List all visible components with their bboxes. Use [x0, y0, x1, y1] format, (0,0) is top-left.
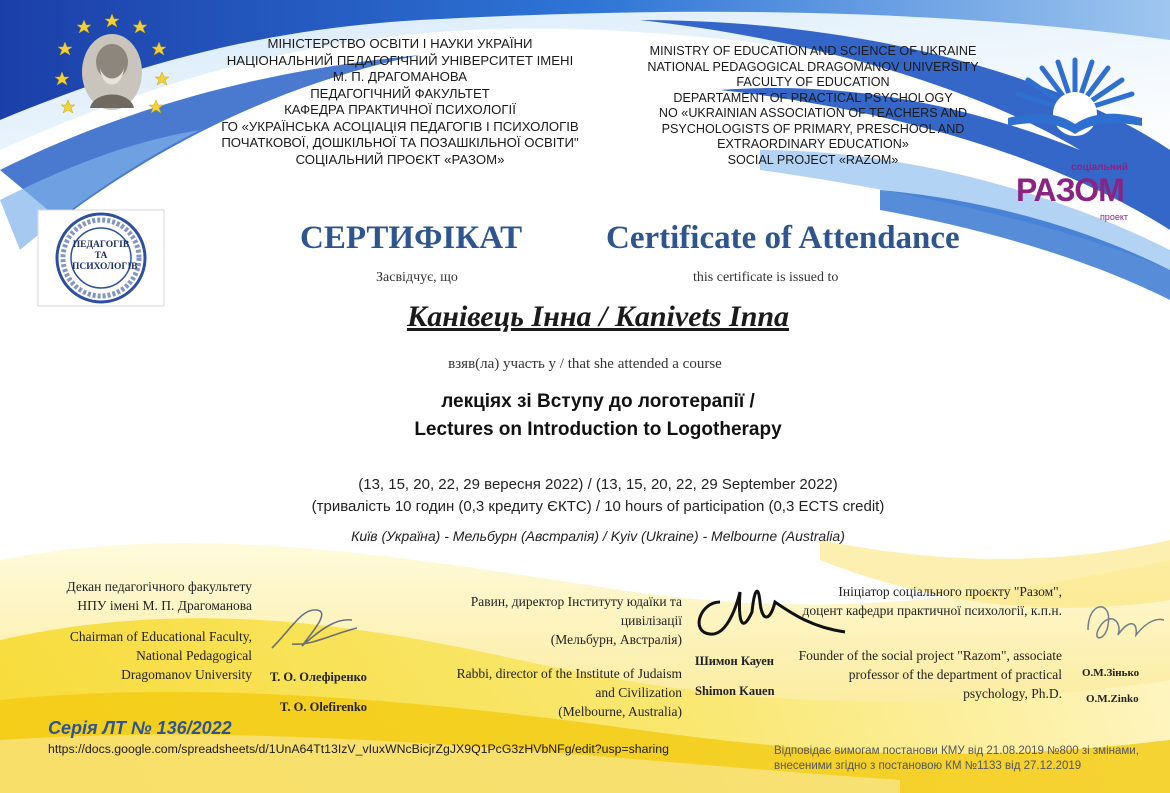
founder-name-ua: О.М.Зінько [1082, 667, 1140, 679]
compliance-line: Відповідає вимогам постанови КМУ від 21.08.2019 №800 зі змінами, [774, 745, 1139, 757]
razom-top-label: соціальний [1071, 162, 1128, 173]
razom-bottom-label: проект [1099, 212, 1128, 222]
course-ukrainian: лекціях зі Вступу до логотерапії / [441, 391, 755, 412]
founder-titles-en [790, 646, 1062, 703]
header-ua-line: ПЕДАГОГІЧНИЙ ФАКУЛЬТЕТ [310, 85, 490, 101]
title-ukrainian: СЕРТИФІКАТ [300, 220, 523, 256]
stamp-line: ТА [94, 251, 108, 261]
compliance-line: внесеними згідно з постановою КМ №1133 від 27.12.2019 [774, 760, 1082, 772]
header-ua-line: ГО «УКРАЇНСЬКА АСОЦІАЦІЯ ПЕДАГОГІВ І ПСИХОЛОГІВ [221, 118, 579, 134]
dean-title-ua: Декан педагогічного факультету [66, 579, 252, 594]
razom-logo [1012, 160, 1142, 230]
issued-english: this certificate is issued to [693, 270, 839, 285]
razom-word: РАЗОМ [1016, 172, 1124, 208]
dean-name-ua: Т. О. Олефіренко [270, 670, 367, 684]
attended-text: взяв(ла) участь у / that she attended a course [448, 356, 722, 372]
header-english [628, 44, 998, 168]
course-dates: (13, 15, 20, 22, 29 вересня 2022) / (13, 15, 20, 22, 29 September 2022) [358, 476, 838, 493]
header-en-line: MINISTRY OF EDUCATION AND SCIENCE OF UKRAINE [649, 44, 977, 58]
recipient-name: Канівець Інна / Kanivets Inna [406, 300, 790, 333]
compliance-note [774, 744, 1154, 774]
header-ua-line: ПОЧАТКОВОЇ, ДОШКІЛЬНОЇ ТА ПОЗАШКІЛЬНОЇ ОСВІТИ" [221, 135, 579, 150]
header-en-line: NATIONAL PEDAGOGICAL DRAGOMANOV UNIVERSITY [647, 59, 979, 74]
header-en-line: FACULTY OF EDUCATION [736, 75, 890, 89]
rabbi-title-en: Rabbi, director of the Institute of Judaism [456, 666, 682, 681]
founder-title-ua: доцент кафедри практичної психології, к.п.н. [802, 603, 1062, 618]
header-en-line: PSYCHOLOGISTS OF PRIMARY, PRESCHOOL AND [661, 121, 965, 136]
founder-title-en: professor of the department of practical [848, 667, 1062, 682]
dean-title-en: Chairman of Educational Faculty, [69, 629, 252, 644]
sun-book-icon [1000, 52, 1150, 142]
dean-titles [20, 577, 252, 684]
founder-title-ua: Ініціатор соціального проєкту "Разом", [838, 584, 1062, 599]
portrait-emblem-icon [52, 10, 172, 135]
founder-titles-ua [790, 582, 1062, 620]
rabbi-titles-en [420, 664, 682, 721]
course-duration: (тривалість 10 годин (0,3 кредиту ЄКТС) / 10 hours of participation (0,3 ECTS credit) [311, 498, 885, 515]
sun-book-logo [1000, 52, 1150, 142]
title-english: Certificate of Attendance [606, 220, 960, 256]
rabbi-titles-ua [420, 592, 682, 649]
header-ua-line: КАФЕДРА ПРАКТИЧНОЇ ПСИХОЛОГІЇ [284, 102, 516, 117]
founder-title-en: Founder of the social project "Razom", associate [798, 648, 1062, 663]
stamp-line: ПСИХОЛОГІВ [72, 262, 138, 272]
university-emblem [52, 10, 172, 135]
dean-title-ua: НПУ імені М. П. Драгоманова [77, 598, 252, 613]
rabbi-title-ua: (Мельбурн, Австралія) [550, 632, 682, 647]
header-en-line: NO «UKRAINIAN ASSOCIATION OF TEACHERS AND [658, 106, 968, 120]
stamp-center-text [72, 240, 138, 273]
certificate-series: Серія ЛТ № 136/2022 [48, 718, 232, 738]
rabbi-title-ua: цивілізації [620, 613, 682, 628]
founder-title-en: psychology, Ph.D. [963, 686, 1062, 701]
course-english: Lectures on Introduction to Logotherapy [414, 419, 782, 440]
rabbi-title-ua: Равин, директор Інституту юдаїки та [470, 594, 682, 609]
header-en-line: EXTRAORDINARY EDUCATION» [717, 137, 909, 151]
header-en-line: DEPARTAMENT OF PRACTICAL PSYCHOLOGY [673, 90, 953, 105]
rabbi-name-en: Shimon Kauen [695, 684, 775, 698]
dean-title-en: National Pedagogical [136, 648, 252, 663]
issued-ukrainian: Засвідчує, що [376, 270, 458, 285]
rabbi-title-en: (Melbourne, Australia) [558, 704, 682, 719]
rabbi-name-ua: Шимон Кауен [695, 654, 774, 668]
header-ua-line: НАЦІОНАЛЬНИЙ ПЕДАГОГІЧНИЙ УНІВЕРСИТЕТ ІМЕНІ [226, 52, 574, 68]
header-en-line: SOCIAL PROJECT «RAZOM» [727, 152, 899, 167]
dean-signature [262, 598, 362, 660]
registry-link[interactable]: https://docs.google.com/spreadsheets/d/1UnA64Tt13IzV_vIuxWNcBicjrZgJX9Q1PcG3zHVbNFg/edit?usp=sharing [48, 742, 669, 756]
header-ua-line: М. П. ДРАГОМАНОВА [332, 69, 468, 84]
stamp-line: ПЕДАГОГІВ [72, 240, 130, 250]
rabbi-title-en: and Civilization [595, 685, 682, 700]
founder-name-en: O.M.Zinko [1086, 693, 1139, 705]
founder-signature [1078, 590, 1168, 660]
header-ua-line: СОЦІАЛЬНИЙ ПРОЄКТ «РАЗОМ» [295, 151, 505, 167]
header-ua-line: МІНІСТЕРСТВО ОСВІТИ І НАУКИ УКРАЇНИ [267, 36, 533, 51]
association-stamp [36, 208, 166, 308]
header-ukrainian [190, 36, 610, 168]
course-location: Київ (Україна) - Мельбурн (Австралія) / Kyiv (Ukraine) - Melbourne (Australia) [351, 528, 845, 544]
dean-name-en: T. O. Olefirenko [280, 700, 368, 714]
dean-title-en: Dragomanov University [121, 667, 252, 682]
